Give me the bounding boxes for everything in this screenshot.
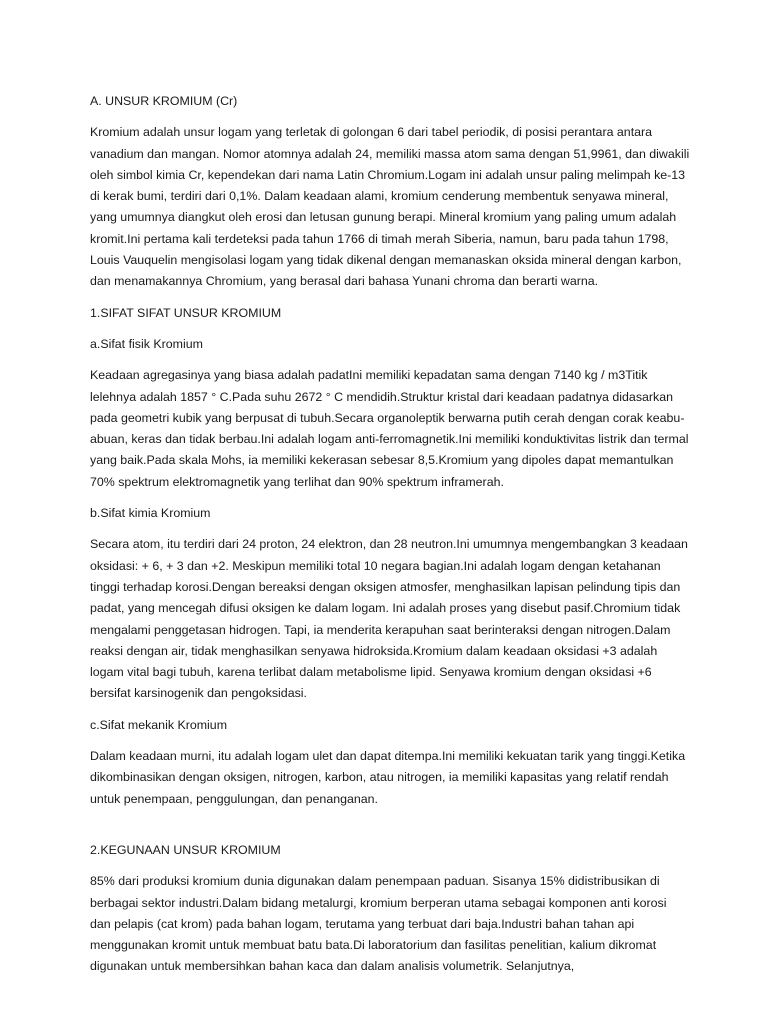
subsection-b-paragraph: Secara atom, itu terdiri dari 24 proton, 24 elektron, dan 28 neutron.Ini umumnya mengembangkan 3 keadaan oksidasi: + 6, + 3 dan +2. Meskipun memiliki total 10 negara bagian.Ini adalah logam dengan ketahanan tinggi terhadap korosi.Dengan bereaksi dengan oksigen atmosfer, menghasilkan lapisan pelindung tipis dan padat, yang mencegah difusi oksigen ke dalam logam. Ini adalah proses yang disebut pasif.Chromium tidak mengalami penggetasan hidrogen. Tapi, ia menderita kerapuhan saat berinteraksi dengan nitrogen.Dalam reaksi dengan air, tidak menghasilkan senyawa hidroksida.Kromium dalam keadaan oksidasi +3 adalah logam vital bagi tubuh, karena terlibat dalam metabolisme lipid. Senyawa kromium dengan oksidasi +6 bersifat karsinogenik dan pengoksidasi. <box>90 537 688 701</box>
subsection-a-paragraph: Keadaan agregasinya yang biasa adalah padatIni memiliki kepadatan sama dengan 7140 kg / m3Titik lelehnya adalah 1857 ° C.Pada suhu 2672 ° C mendidih.Struktur kristal dari keadaan padatnya didasarkan pada geometri kubik yang berpusat di tubuh.Secara organoleptik berwarna putih cerah dengan corak keabu-abuan, keras dan tidak berbau.Ini adalah logam anti-ferromagnetik.Ini memiliki konduktivitas listrik dan termal yang baik.Pada skala Mohs, ia memiliki kekerasan sebesar 8,5.Kromium yang dipoles dapat memantulkan 70% spektrum elektromagnetik yang terlihat dan 90% spektrum inframerah. <box>90 368 689 489</box>
subsection-a-heading: a.Sifat fisik Kromium <box>90 336 203 351</box>
subsection-c-paragraph: Dalam keadaan murni, itu adalah logam ulet dan dapat ditempa.Ini memiliki kekuatan tarik yang tinggi.Ketika dikombinasikan dengan oksigen, nitrogen, karbon, atau nitrogen, ia memiliki kapasitas yang relatif rendah untuk penempaan, penggulungan, dan penanganan. <box>90 749 686 806</box>
section-1-heading: 1.SIFAT SIFAT UNSUR KROMIUM <box>90 305 282 320</box>
subsection-b-heading: b.Sifat kimia Kromium <box>90 506 211 521</box>
document-body <box>90 91 690 988</box>
blank-line <box>90 820 690 840</box>
document-title: A. UNSUR KROMIUM (Cr) <box>90 94 238 108</box>
section-2-heading: 2.KEGUNAAN UNSUR KROMIUM <box>90 842 281 857</box>
subsection-c-heading: c.Sifat mekanik Kromium <box>90 717 228 732</box>
intro-paragraph: Kromium adalah unsur logam yang terletak di golongan 6 dari tabel periodik, di posisi perantara antara vanadium dan mangan. Nomor atomnya adalah 24, memiliki massa atom sama dengan 51,9961, dan diwakili oleh simbol kimia Cr, kependekan dari nama Latin Chromium.Logam ini adalah unsur paling melimpah ke-13 di kerak bumi, terdiri dari 0,1%. Dalam keadaan alami, kromium cenderung membentuk senyawa mineral, yang umumnya diangkut oleh erosi dan letusan gunung berapi. Mineral kromium yang paling umum adalah kromit.Ini pertama kali terdeteksi pada tahun 1766 di timah merah Siberia, namun, baru pada tahun 1798, Louis Vauquelin mengisolasi logam yang tidak dikenal dengan memanaskan oksida mineral dengan karbon, dan menamakannya Chromium, yang berasal dari bahasa Yunani chroma dan berarti warna. <box>90 125 690 289</box>
section-2-paragraph: 85% dari produksi kromium dunia digunakan dalam penempaan paduan. Sisanya 15% didistribusikan di berbagai sektor industri.Dalam bidang metalurgi, kromium berperan utama sebagai komponen anti korosi dan pelapis (cat krom) pada bahan logam, terutama yang terbuat dari baja.Industri bahan tahan api menggunakan kromit untuk membuat batu bata.Di laboratorium dan fasilitas penelitian, kalium dikromat digunakan untuk membersihkan bahan kaca dan dalam analisis volumetrik. Selanjutnya, <box>90 874 667 974</box>
